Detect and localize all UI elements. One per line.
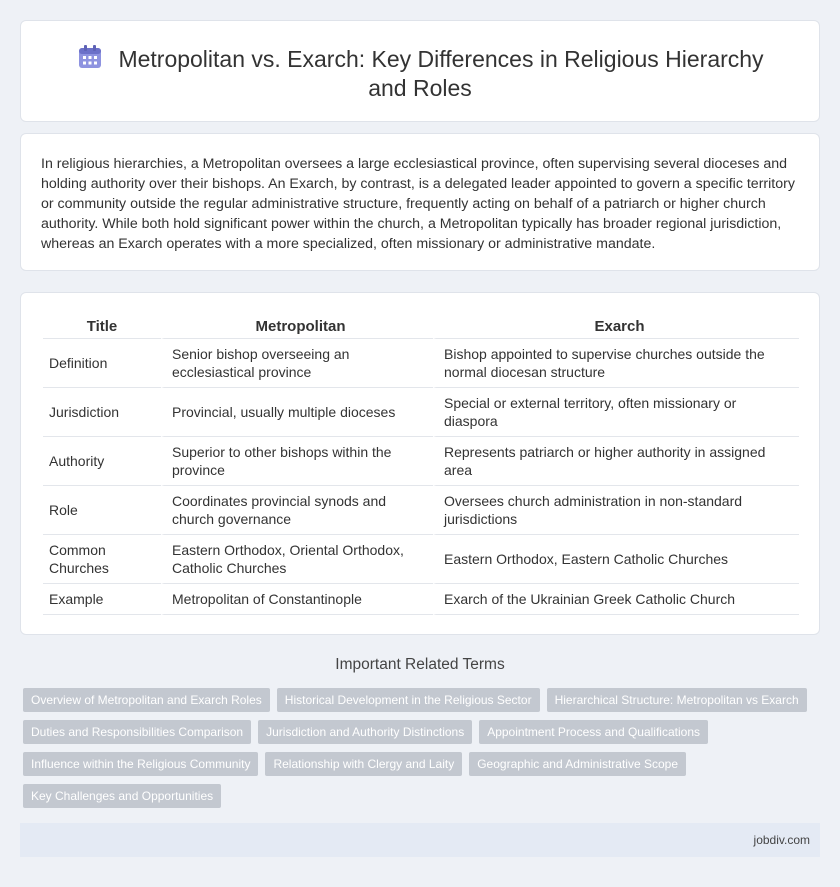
intro-card (20, 133, 820, 271)
row-label: Jurisdiction (43, 388, 161, 437)
table-row (43, 486, 799, 535)
related-terms-list (23, 688, 823, 816)
metropolitan-cell: Senior bishop overseeing an ecclesiastical province (161, 339, 433, 388)
table-row (43, 584, 799, 615)
exarch-cell: Exarch of the Ukrainian Greek Catholic Church (433, 584, 799, 615)
related-term-tag[interactable]: Influence within the Religious Community (23, 752, 258, 776)
row-label: Role (43, 486, 161, 535)
related-term-tag[interactable]: Relationship with Clergy and Laity (265, 752, 462, 776)
header-metropolitan: Metropolitan (161, 313, 433, 339)
table-row (43, 339, 799, 388)
related-term-tag[interactable]: Jurisdiction and Authority Distinctions (258, 720, 472, 744)
exarch-cell: Eastern Orthodox, Eastern Catholic Churches (433, 535, 799, 584)
related-term-tag[interactable]: Geographic and Administrative Scope (469, 752, 686, 776)
metropolitan-cell: Provincial, usually multiple dioceses (161, 388, 433, 437)
row-label: Common Churches (43, 535, 161, 584)
page-title: Metropolitan vs. Exarch: Key Differences in Religious Hierarchy and Roles (118, 46, 764, 101)
comparison-card (20, 292, 820, 635)
table-header-row (43, 313, 799, 339)
related-term-tag[interactable]: Hierarchical Structure: Metropolitan vs Exarch (547, 688, 807, 712)
related-term-tag[interactable]: Duties and Responsibilities Comparison (23, 720, 251, 744)
metropolitan-cell: Coordinates provincial synods and church governance (161, 486, 433, 535)
footer (20, 823, 820, 857)
exarch-cell: Special or external territory, often missionary or diaspora (433, 388, 799, 437)
exarch-cell: Bishop appointed to supervise churches outside the normal diocesan structure (433, 339, 799, 388)
calendar-icon (76, 43, 104, 71)
row-label: Authority (43, 437, 161, 486)
metropolitan-cell: Eastern Orthodox, Oriental Orthodox, Catholic Churches (161, 535, 433, 584)
table-row (43, 535, 799, 584)
row-label: Example (43, 584, 161, 615)
footer-site-link[interactable]: jobdiv.com (753, 833, 810, 847)
header-card (20, 20, 820, 122)
metropolitan-cell: Metropolitan of Constantinople (161, 584, 433, 615)
row-label: Definition (43, 339, 161, 388)
exarch-cell: Represents patriarch or higher authority in assigned area (433, 437, 799, 486)
table-row (43, 437, 799, 486)
table-row (43, 388, 799, 437)
related-term-tag[interactable]: Key Challenges and Opportunities (23, 784, 221, 808)
intro-paragraph: In religious hierarchies, a Metropolitan oversees a large ecclesiastical province, often supervising several dioceses and holding authority over their bishops. An Exarch, by contrast, is a delegated leader appointed to govern a specific territory or community outside the regular administrative structure, frequently acting on behalf of a patriarch or higher church authority. While both hold significant power within the church, a Metropolitan typically has broader regional jurisdiction, whereas an Exarch operates with a more specialized, often missionary or administrative mandate. (41, 156, 795, 252)
related-term-tag[interactable]: Historical Development in the Religious Sector (277, 688, 540, 712)
header-title: Title (43, 313, 161, 339)
related-term-tag[interactable]: Overview of Metropolitan and Exarch Roles (23, 688, 270, 712)
comparison-table (43, 313, 799, 615)
exarch-cell: Oversees church administration in non-standard jurisdictions (433, 486, 799, 535)
related-terms-heading: Important Related Terms (335, 656, 505, 673)
header-exarch: Exarch (433, 313, 799, 339)
related-term-tag[interactable]: Appointment Process and Qualifications (479, 720, 708, 744)
metropolitan-cell: Superior to other bishops within the province (161, 437, 433, 486)
